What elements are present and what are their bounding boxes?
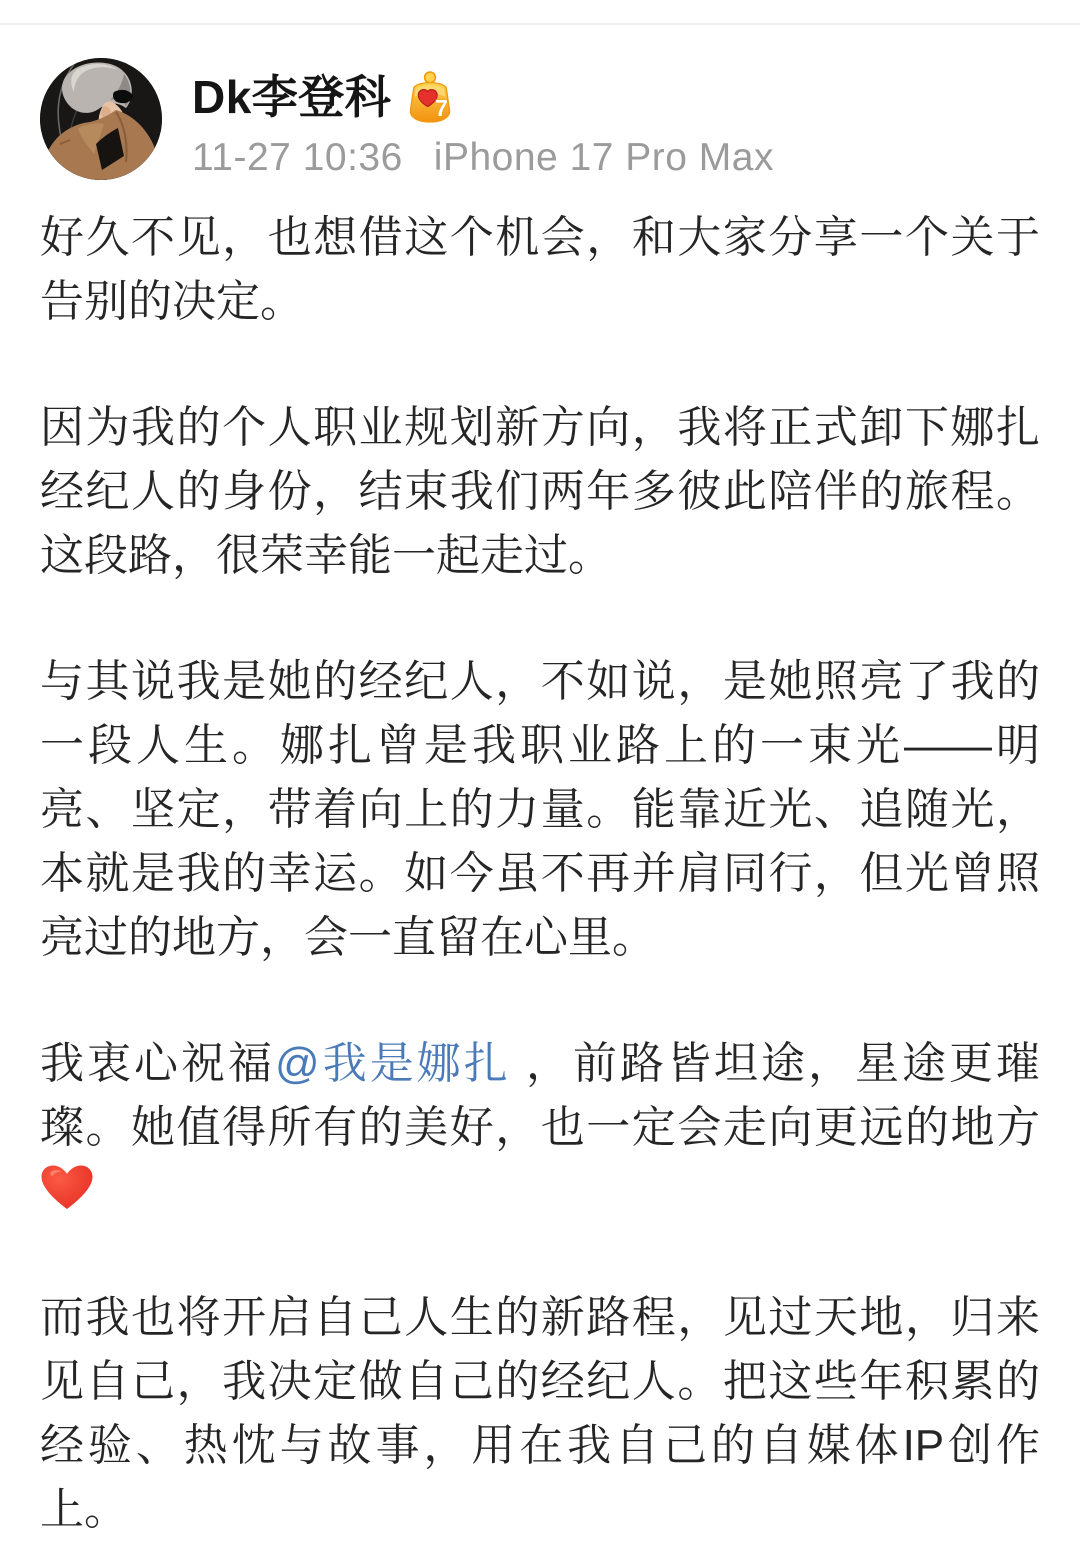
text-run: 而我也将开启自己人生的新路程，见过天地，归来见自己，我决定做自己的经纪人。把这些年积累的经验、热忱与故事，用在我自己的自媒体IP创作上。 [40,1293,1040,1534]
avatar[interactable] [40,58,162,180]
text-run: 好久不见，也想借这个机会，和大家分享一个关于告别的决定。 [40,213,1040,326]
post-paragraph [40,206,1040,334]
post-header [0,0,1080,180]
device-source: iPhone 17 Pro Max [433,136,774,179]
author-block [192,58,774,180]
text-run: 我衷心祝福 [40,1039,276,1088]
post-meta [192,136,774,180]
badge-level-number: 7 [435,94,449,121]
author-name[interactable]: Dk李登科 [192,70,392,123]
card-top-divider [0,23,1080,25]
post-content [40,206,1040,1542]
vip-crown-badge[interactable] [403,70,457,124]
timestamp: 11-27 10:36 [192,136,403,179]
author-name-row [192,70,774,124]
avatar-image [40,58,162,180]
text-run: 与其说我是她的经纪人，不如说，是她照亮了我的一段人生。娜扎曾是我职业路上的一束光——明亮、坚定，带着向上的力量。能靠近光、追随光，本就是我的幸运。如今虽不再并肩同行，但光曾照亮过的地方，会一直留在心里。 [40,657,1040,962]
text-run: ，前路皆坦途，星途更璀璨。她值得所有的美好，也一定会走向更远的地方 [40,1039,1041,1152]
post-paragraph [40,1032,1040,1224]
post-paragraph [40,650,1040,970]
red-heart-emoji [40,1164,94,1212]
mention-link[interactable]: @我是娜扎 [275,1039,511,1088]
text-run: 因为我的个人职业规划新方向，我将正式卸下娜扎经纪人的身份，结束我们两年多彼此陪伴的旅程。这段路，很荣幸能一起走过。 [40,403,1040,580]
post-paragraph [40,1286,1040,1542]
post-paragraph [40,396,1040,588]
